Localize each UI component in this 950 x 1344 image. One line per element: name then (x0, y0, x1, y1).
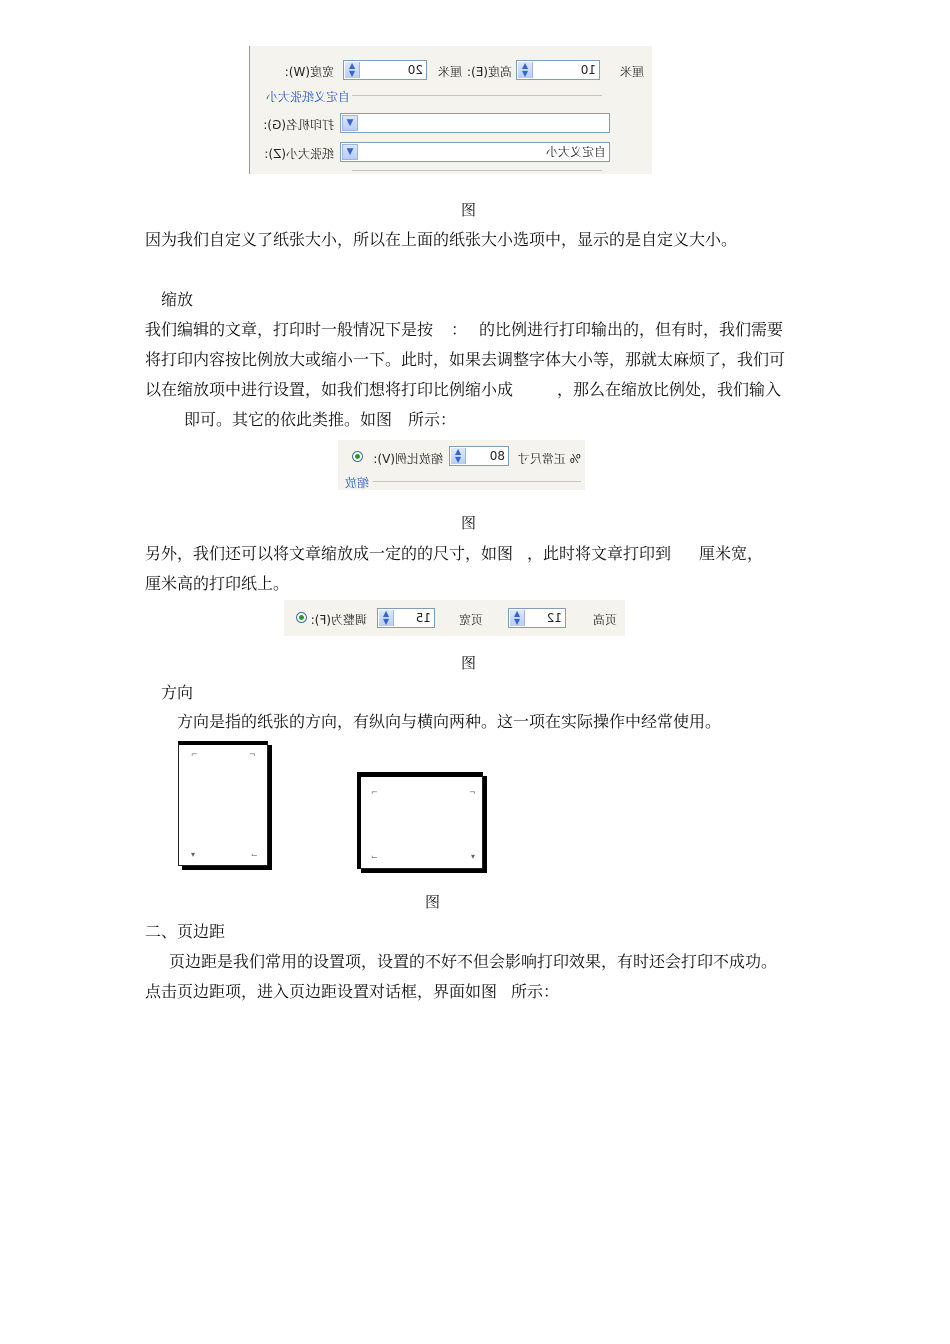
text-fragment: 所示： (511, 982, 560, 1001)
paper-size-value: 自定义大小 (545, 145, 606, 159)
width-value: 20 (407, 63, 423, 77)
width-spinbox[interactable] (343, 60, 427, 80)
width-pages-value: 15 (415, 611, 431, 625)
paragraph-zoom-line3 (145, 380, 781, 400)
height-label: 高度(E): (467, 65, 512, 79)
section-divider (373, 481, 581, 482)
text-fragment: 点击页边距项，进入页边距设置对话框，界面如图 (145, 982, 498, 1001)
text-fragment: 我们编辑的文章，打印时一般情况下是按 (145, 320, 434, 339)
zoom-radio-button[interactable] (352, 451, 363, 462)
paragraph-margins-line1: 页边距是我们常用的设置项，设置的不好不但会影响打印效果，有时还会打印不成功。 (169, 952, 778, 971)
spin-arrows-icon[interactable]: ▲ ▼ (510, 610, 525, 626)
text-fragment: 另外，我们还可以将文章缩放成一定的的尺寸，如图 (145, 544, 514, 563)
spin-arrows-icon[interactable]: ▲ ▼ (518, 62, 533, 78)
paragraph-zoom-line1 (145, 320, 783, 340)
fit-radio-button[interactable] (296, 612, 307, 623)
fit-radio-label: 调整为(F): (310, 613, 367, 627)
figure-caption: 图 (425, 893, 441, 911)
text-fragment: 厘米宽， (699, 544, 764, 563)
zoom-ratio-dialog (338, 440, 585, 490)
printer-dropdown[interactable] (340, 113, 610, 133)
zoom-section-label: 缩放 (344, 476, 369, 490)
text-fragment: 的比例进行打印输出的，但有时，我们需要 (479, 320, 784, 339)
paragraph-orientation: 方向是指的纸张的方向，有纵向与横向两种。这一项在实际操作中经常使用。 (177, 712, 722, 731)
section-divider (352, 95, 602, 96)
width-label: 宽度(W): (284, 65, 334, 79)
height-value: 10 (580, 63, 596, 77)
height-unit-label: 厘米 (619, 65, 644, 79)
spin-arrows-icon[interactable]: ▲ ▼ (379, 610, 394, 626)
figure-caption: 图 (461, 654, 477, 672)
heading-zoom: 缩放 (161, 290, 194, 309)
custom-size-section-label: 自定义纸张大小 (265, 90, 350, 104)
portrait-page-icon: ⌐ ¬ ▾ ⌙ (178, 741, 268, 866)
width-pages-label: 页宽 (458, 613, 483, 627)
paper-size-dropdown[interactable] (340, 142, 610, 162)
spin-arrows-icon[interactable]: ▲ ▼ (345, 62, 360, 78)
paper-size-dialog (249, 46, 652, 174)
paragraph-margins-line2 (145, 982, 559, 1002)
text-fragment: ，此时将文章打印到 (527, 544, 672, 563)
zoom-suffix-label: % 正常尺寸 (517, 452, 581, 466)
paragraph-zoom-line4 (184, 410, 456, 430)
zoom-value: 80 (489, 449, 505, 463)
text-fragment: 即可。其它的依此类推。如图 (184, 410, 393, 429)
text-fragment: 以在缩放项中进行设置，如我们想将打印比例缩小成 (145, 380, 514, 399)
bottom-divider (352, 170, 602, 171)
paragraph-custom-size: 因为我们自定义了纸张大小，所以在上面的纸张大小选项中，显示的是自定义大小。 (145, 230, 738, 249)
paragraph-fit-line2: 厘米高的打印纸上。 (145, 574, 290, 593)
paragraph-zoom-line2: 将打印内容按比例放大或缩小一下。此时，如果去调整字体大小等，那就太麻烦了，我们可 (145, 350, 786, 369)
dropdown-arrow-icon[interactable]: ▼ (342, 144, 358, 160)
height-spinbox[interactable] (516, 60, 600, 80)
spin-arrows-icon[interactable]: ▲ ▼ (451, 448, 466, 464)
figure-caption: 图 (461, 201, 477, 219)
paper-size-label: 纸张大小(Z): (264, 147, 334, 161)
dropdown-arrow-icon[interactable]: ▼ (342, 115, 358, 131)
heading-margins: 二、页边距 (145, 922, 226, 941)
text-fragment: 所示： (408, 410, 457, 429)
printer-label: 打印机名(G): (263, 118, 334, 132)
text-fragment: ，那么在缩放比例处，我们输入 (557, 380, 782, 399)
paragraph-fit-line1 (145, 544, 763, 564)
width-pages-spinbox[interactable] (377, 608, 435, 628)
zoom-spinbox[interactable] (449, 446, 509, 466)
height-pages-value: 12 (546, 611, 562, 625)
zoom-radio-label: 缩放比例(V): (373, 452, 443, 466)
text-fragment: ： (451, 320, 468, 339)
height-pages-spinbox[interactable] (508, 608, 566, 628)
heading-orientation: 方向 (161, 683, 194, 702)
figure-caption: 图 (461, 514, 477, 532)
height-pages-label: 页高 (592, 613, 617, 627)
fit-to-dialog (284, 600, 625, 636)
width-unit-label: 厘米 (437, 65, 462, 79)
landscape-page-icon: ⌐ ¬ ⌙ ▾ (357, 772, 483, 869)
